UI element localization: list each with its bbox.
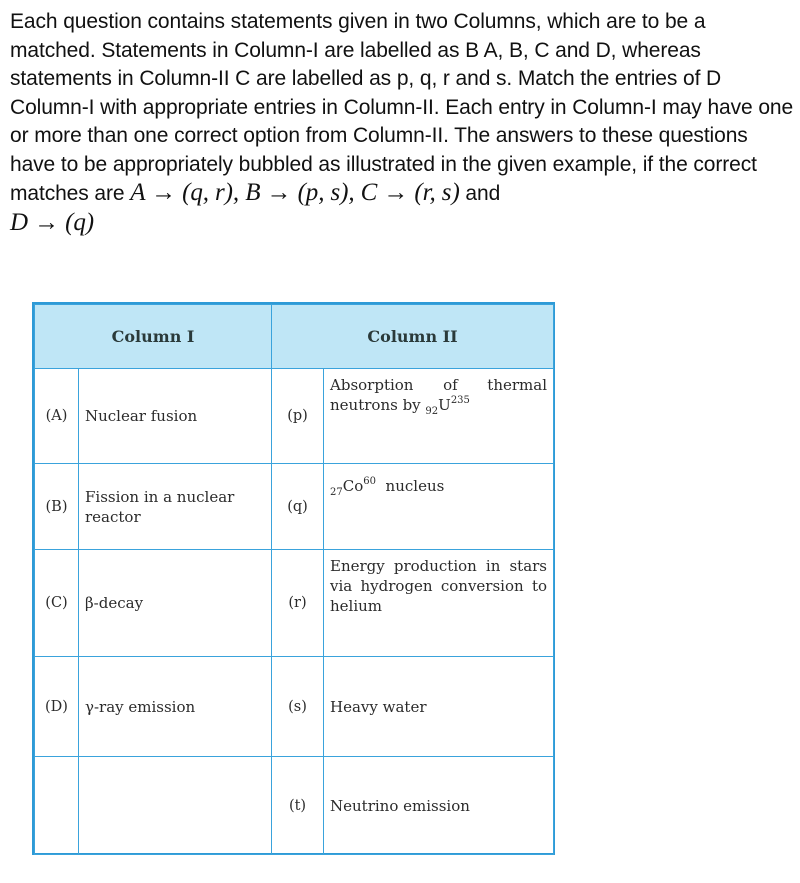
item-text: nucleus [385, 477, 445, 495]
column-1-item: β-decay [79, 550, 272, 657]
column-2-label: (p) [272, 369, 324, 464]
table-header-row [35, 305, 554, 369]
table-row [35, 757, 554, 855]
column-2-item [324, 369, 554, 464]
column-1-item: Nuclear fusion [79, 369, 272, 464]
example-matches-math: A → (q, r), B → (p, s), C → (r, s) [130, 179, 460, 206]
column-1-item: Fission in a nuclear reactor [79, 464, 272, 550]
nuclide-cobalt: $_{27}Co^{60}$ [330, 476, 376, 498]
table-row [35, 464, 554, 550]
column-1-label: (C) [35, 550, 79, 657]
column-2-item: Neutrino emission [324, 757, 554, 855]
table-row [35, 550, 554, 657]
example-match-d-math: D → (q) [10, 208, 95, 236]
column-2-header: Column II [272, 305, 554, 369]
column-1-item: γ-ray emission [79, 657, 272, 757]
question-text-block [10, 8, 795, 238]
question-body: Each question contains statements given in two Columns, which are to be a matched. Statements in Column-I are labelled as B A, B, C and D, whereas statements in Column-II C are labelled as p, q, r and s. Match the entries of D Column-I with appropriate entries in Column-II. Each entry in Column-I may have one or more than one correct option from Column-II. The answers to these questions have to be appropriately bubbled as illustrated in the given example, if the correct matches are [10, 10, 794, 205]
column-1-label [35, 757, 79, 855]
connector-text: and [459, 182, 501, 205]
item-text: Absorption of thermal neutrons by [330, 376, 548, 414]
column-2-label: (s) [272, 657, 324, 757]
column-1-label: (B) [35, 464, 79, 550]
column-1-label: (D) [35, 657, 79, 757]
column-2-item [324, 464, 554, 550]
table-row [35, 369, 554, 464]
matching-table [32, 302, 555, 855]
column-2-label: (q) [272, 464, 324, 550]
column-2-label: (t) [272, 757, 324, 855]
column-2-item: Heavy water [324, 657, 554, 757]
nuclide-uranium: $_{92}U^{235}$ [425, 395, 470, 417]
column-2-label: (r) [272, 550, 324, 657]
table-row [35, 657, 554, 757]
column-1-label: (A) [35, 369, 79, 464]
column-1-item [79, 757, 272, 855]
column-2-item: Energy production in stars via hydrogen conversion to helium [324, 550, 554, 657]
column-1-header: Column I [35, 305, 272, 369]
